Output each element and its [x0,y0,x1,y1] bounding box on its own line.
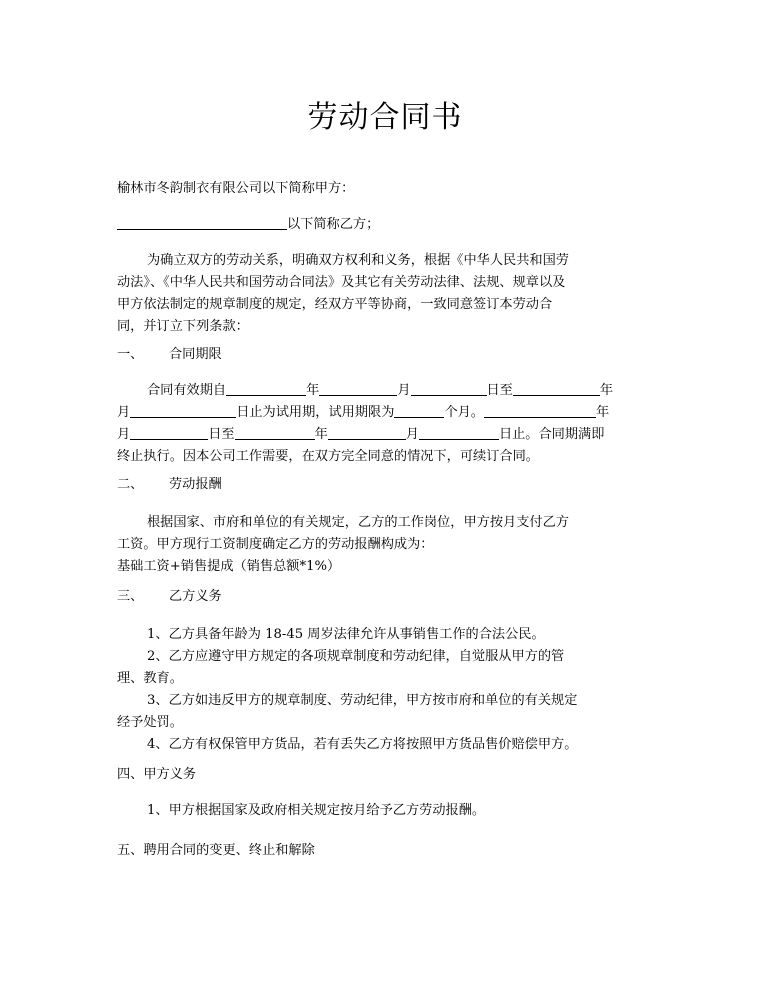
term-line-1: 合同有效期自 年 月 日至 年 [147,383,614,398]
term-line-4: 终止执行。因本公司工作需要，在双方完全同意的情况下，可续订合同。 [117,449,539,464]
blank-contract-end-day [419,425,499,440]
party-b-line [117,214,657,236]
section-heading-termination: 五、聘用合同的变更、终止和解除 [117,843,315,858]
blank-start-year [226,381,306,396]
pay-line-2: 工资。甲方现行工资制度确定乙方的劳动报酬构成为： [117,537,434,552]
section-heading-duties-b [117,586,657,608]
blank-contract-month [130,425,208,440]
blank-party-b [117,215,287,230]
party-a-line: 榆林市冬韵制衣有限公司以下简称甲方： [117,181,355,196]
section-title: 劳动报酬 [169,477,222,492]
document-title: 劳动合同书 [307,100,463,135]
blank-contract-end-year [235,425,315,440]
duty-b-line-4: 3、乙方如违反甲方的规章制度、劳动纪律，甲方按市府和单位的有关规定 [147,693,578,708]
duty-b-line-3: 理、教育。 [117,671,183,686]
section-heading-duties-a: 四、甲方义务 [117,767,197,782]
duty-b-line-6: 4、乙方有权保管甲方货品，若有丢失乙方将按照甲方货品售价赔偿甲方。 [147,737,578,752]
duty-b-line-2: 2、乙方应遵守甲方规定的各项规章制度和劳动纪律，自觉服从甲方的管 [147,649,565,664]
duty-a-line-1: 1、甲方根据国家及政府相关规定按月给予乙方劳动报酬。 [147,803,486,818]
preamble-line-1: 为确立双方的劳动关系，明确双方权利和义务，根据《中华人民共和国劳 [147,253,569,268]
blank-end-year [513,381,600,396]
blank-probation-months [394,403,444,418]
section-title: 合同期限 [169,347,222,362]
duty-b-line-5: 经予处罚。 [117,715,183,730]
preamble-line-3: 甲方依法制定的规章制度的规定，经双方平等协商，一致同意签订本劳动合 [117,297,553,312]
blank-end-month [130,403,236,418]
section-heading-pay [117,474,657,496]
section-number: 三、 [117,589,144,604]
blank-contract-end-month [328,425,406,440]
term-line-3: 月 日至 年 月 日止。合同期满即 [117,427,605,442]
party-b-suffix: 以下简称乙方； [287,217,380,232]
blank-start-day [411,381,487,396]
duty-b-line-1: 1、乙方具备年龄为 18-45 周岁法律允许从事销售工作的合法公民。 [147,627,545,642]
section-number: 一、 [117,347,144,362]
blank-start-month [319,381,397,396]
preamble-line-4: 同，并订立下列条款： [117,319,249,334]
section-number: 二、 [117,477,144,492]
term-line-2: 月 日止为试用期，试用期限为 个月。 年 [117,405,610,420]
section-heading-term [117,344,657,366]
pay-line-1: 根据国家、市府和单位的有关规定，乙方的工作岗位，甲方按月支付乙方 [147,515,569,530]
preamble-line-2: 动法》、《中华人民共和国劳动合同法》及其它有关劳动法律、法规、规章以及 [117,275,566,290]
pay-line-3: 基础工资+销售提成（销售总额*1%） [117,559,341,574]
blank-contract-year [484,403,596,418]
section-title: 乙方义务 [169,589,222,604]
